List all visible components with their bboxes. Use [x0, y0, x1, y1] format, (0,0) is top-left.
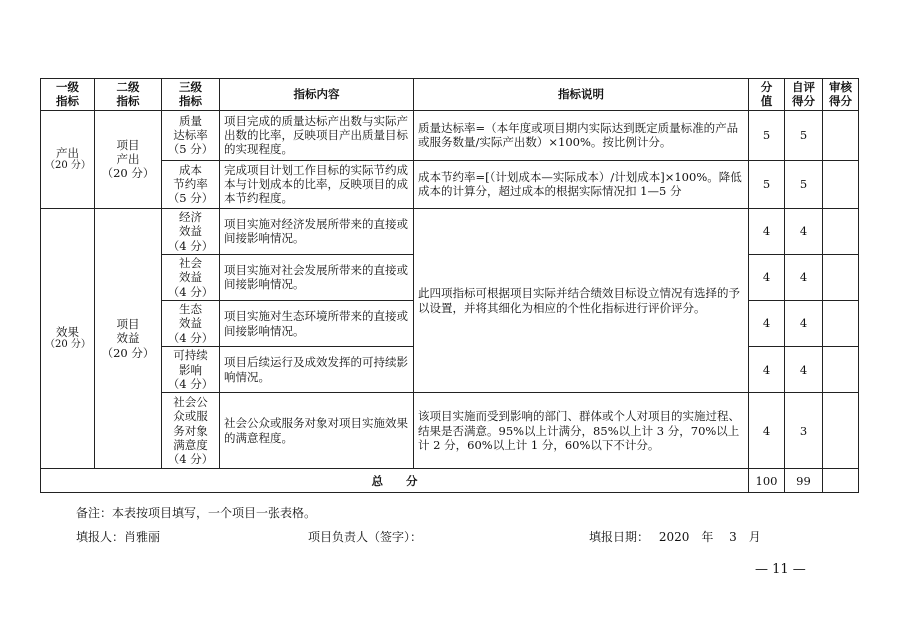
level2-name: 项目 效益 [116, 316, 140, 346]
level3-cell: 可持续 影响 （4 分） [162, 347, 220, 393]
header-row [41, 79, 859, 111]
level3-cell: 质量 达标率 （5 分） [162, 110, 220, 160]
description-cell: 质量达标率=（本年度或项目期内实际达到既定质量标准的产品或服务数量/实际产出数）×100%。按比例计分。 [414, 110, 749, 160]
header-level1: 一级 指标 [41, 79, 95, 111]
shared-description-cell: 此四项指标可根据项目实际并结合绩效目标设立情况有选择的予以设置，并将其细化为相应的个性化指标进行评价评分。 [414, 208, 749, 393]
level1-name: 产出 [56, 145, 79, 160]
content-cell: 项目实施对社会发展所带来的直接或间接影响情况。 [220, 254, 414, 300]
level3-cell: 社会 效益 （4 分） [162, 254, 220, 300]
content-cell: 项目实施对生态环境所带来的直接或间接影响情况。 [220, 301, 414, 347]
level3-cell: 社会公 众或服 务对象 满意度 （4 分） [162, 393, 220, 469]
value-cell: 4 [749, 347, 785, 393]
header-self-score: 自评 得分 [785, 79, 823, 111]
fill-date: 填报日期： 2020 年 3 月 [589, 530, 761, 544]
evaluation-table [40, 78, 859, 493]
value-cell: 5 [749, 160, 785, 208]
self-score-cell: 3 [785, 393, 823, 469]
level2-output [95, 110, 162, 208]
total-audit-score [823, 469, 859, 493]
self-score-cell: 4 [785, 208, 823, 254]
audit-score-cell [823, 347, 859, 393]
total-value: 100 [749, 469, 785, 493]
self-score-cell: 4 [785, 301, 823, 347]
level3-cell: 生态 效益 （4 分） [162, 301, 220, 347]
table-row [41, 393, 859, 469]
audit-score-cell [823, 160, 859, 208]
description-cell: 成本节约率=[（计划成本—实际成本）/计划成本]×100%。降低成本的计算分，超过成本的根据实际情况扣 1—5 分 [414, 160, 749, 208]
level1-name: 效果 [56, 325, 79, 340]
value-cell: 4 [749, 254, 785, 300]
header-level3: 三级 指标 [162, 79, 220, 111]
content-cell: 项目后续运行及成效发挥的可持续影响情况。 [220, 347, 414, 393]
audit-score-cell [823, 110, 859, 160]
audit-score-cell [823, 393, 859, 469]
self-score-cell: 5 [785, 160, 823, 208]
level2-name: 项目 产出 [116, 137, 140, 167]
content-cell: 完成项目计划工作目标的实际节约成本与计划成本的比率，反映项目的成本节约程度。 [220, 160, 414, 208]
header-level2: 二级 指标 [95, 79, 162, 111]
content-cell: 项目完成的质量达标产出数与实际产出数的比率，反映项目产出质量目标的实现程度。 [220, 110, 414, 160]
page-number: — 11 — [755, 562, 806, 577]
value-cell: 5 [749, 110, 785, 160]
level1-score: （20 分） [45, 339, 91, 351]
audit-score-cell [823, 254, 859, 300]
self-score-cell: 4 [785, 254, 823, 300]
audit-score-cell [823, 301, 859, 347]
total-label: 总 分 [41, 469, 749, 493]
value-cell: 4 [749, 393, 785, 469]
level1-score: （20 分） [45, 160, 91, 172]
filler-name: 填报人：肖雅丽 [76, 530, 161, 544]
table-row [41, 208, 859, 254]
self-score-cell: 4 [785, 347, 823, 393]
header-content: 指标内容 [220, 79, 414, 111]
header-audit-score: 审核 得分 [823, 79, 859, 111]
level3-cell: 经济 效益 （4 分） [162, 208, 220, 254]
self-score-cell: 5 [785, 110, 823, 160]
header-description: 指标说明 [414, 79, 749, 111]
content-cell: 社会公众或服务对象对项目实施效果的满意程度。 [220, 393, 414, 469]
project-leader-signature: 项目负责人（签字）： [308, 530, 423, 544]
description-cell: 该项目实施而受到影响的部门、群体或个人对项目的实施过程、结果是否满意。95%以上计满分，85%以上计 3 分，70%以上计 2 分，60%以上计 1 分，60%以下不计分。 [414, 393, 749, 469]
total-self-score: 99 [785, 469, 823, 493]
level2-score: （20 分） [101, 345, 155, 360]
audit-score-cell [823, 208, 859, 254]
value-cell: 4 [749, 208, 785, 254]
value-cell: 4 [749, 301, 785, 347]
table-row [41, 160, 859, 208]
footnote: 备注：本表按项目填写，一个项目一张表格。 [76, 506, 317, 520]
table-row [41, 110, 859, 160]
content-cell: 项目实施对经济发展所带来的直接或间接影响情况。 [220, 208, 414, 254]
total-row [41, 469, 859, 493]
header-value: 分 值 [749, 79, 785, 111]
level2-score: （20 分） [101, 166, 155, 181]
level1-output [41, 110, 95, 208]
level2-effect [95, 208, 162, 469]
level3-cell: 成本 节约率 （5 分） [162, 160, 220, 208]
level1-effect [41, 208, 95, 469]
